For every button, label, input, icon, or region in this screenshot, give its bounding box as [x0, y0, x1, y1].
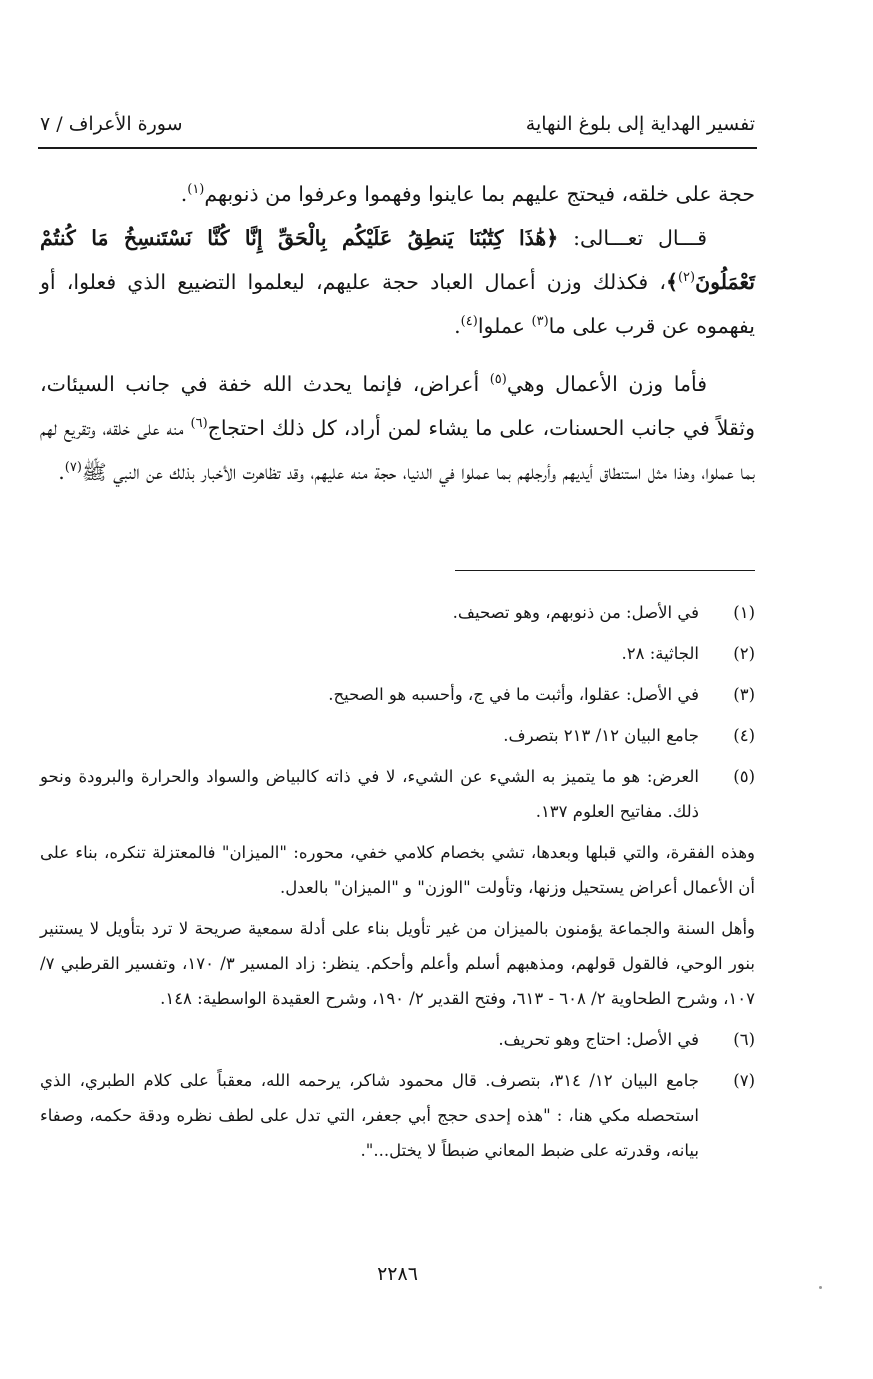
- footnote-text: جامع البيان ١٢/ ٣١٤، بتصرف. قال محمود شاكر، يرحمه الله، معقباً على كلام الطبري، الذي استحصله مكي هنا، : "هذه إحدى حجج أبي جعفر، التي تدل على لطف نظره ودقة حكمه، وصفاء بيانه، وقدرته على ضبط المعاني ضبطاً لا يختل...".: [40, 1071, 699, 1160]
- paragraph-3-end: .: [58, 460, 65, 484]
- footnote-ref-4: (٤): [460, 314, 478, 330]
- footnote-number: (١): [733, 603, 755, 622]
- footnote-number: (٢): [733, 644, 755, 663]
- footnote: [40, 677, 755, 712]
- footnote: [40, 1022, 755, 1057]
- footnote-text: في الأصل: عقلوا، وأثبت ما في ج، وأحسبه هو الصحيح.: [328, 685, 699, 704]
- footnote-continuation: وهذه الفقرة، والتي قبلها وبعدها، تشي بخصام كلامي خفي، محوره: "الميزان" فالمعتزلة تنكره، بناء على أن الأعمال أعراض يستحيل وزنها، وتأولت "الوزن" و "الميزان" بالعدل.: [40, 843, 755, 897]
- footnote: [40, 718, 755, 753]
- footnote-ref-7: (٧): [64, 460, 82, 476]
- footnote-text: جامع البيان ١٢/ ٢١٣ بتصرف.: [503, 726, 699, 745]
- header-divider: [38, 147, 757, 149]
- footnote-text: في الأصل: من ذنوبهم، وهو تصحيف.: [452, 603, 699, 622]
- paragraph-1-text: حجة على خلقه، فيحتج عليهم بما عاينوا وفهموا وعرفوا من ذنوبهم: [204, 182, 755, 206]
- paragraph-3-text-c: منه على خلقه، وتقريع لهم بما عملوا، وهذا مثل استنطاق أيديهم وأرجلهم بما عملوا في الدنيا، حجة منه عليهم، وقد تظاهرت الأخبار بذلك عن النبي ﷺ: [40, 416, 755, 484]
- paragraph-3: [40, 362, 755, 494]
- paragraph-2-intro: قـــال تعـــالى:: [558, 226, 707, 250]
- footnote: [40, 636, 755, 671]
- footnote-text: الجاثية: ٢٨.: [621, 644, 699, 663]
- paragraph-2-text-2: عملوا: [477, 314, 532, 338]
- footnote-text: العرض: هو ما يتميز به الشيء عن الشيء، لا في ذاته كالبياض والسواد والحرارة والبرودة ونحو ذلك. مفاتيح العلوم ١٣٧.: [40, 767, 699, 821]
- footnote-ref-1: (١): [187, 182, 205, 198]
- paragraph-3-text-a: فأما وزن الأعمال وهي: [506, 372, 707, 396]
- page-number: ٢٢٨٦: [377, 1263, 418, 1285]
- footnote-number: (٥): [733, 767, 755, 786]
- paragraph-2: [40, 216, 755, 348]
- footnote-ref-5: (٥): [489, 372, 507, 388]
- footnote-number: (٣): [733, 685, 755, 704]
- footnote: [40, 595, 755, 630]
- footnotes: [40, 595, 755, 1174]
- running-header-title: تفسير الهداية إلى بلوغ النهاية: [525, 113, 755, 135]
- footnote-ref-6: (٦): [190, 416, 208, 432]
- footnote-ref-3: (٣): [531, 314, 549, 330]
- paragraph-3-text-b: أعراض، فإنما يحدث الله خفة في جانب السيئات، وثقلاً في جانب الحسنات، على ما يشاء لمن أراد، كل ذلك احتجاج: [40, 372, 755, 440]
- footnote-number: (٧): [733, 1071, 755, 1090]
- main-text: [40, 172, 755, 494]
- footnote-ref-2: (٢): [677, 270, 696, 286]
- footnote-continuation: وأهل السنة والجماعة يؤمنون بالميزان من غير تأويل بناء على أدلة سمعية صريحة لا ترد بتأويل لا يستنير بنور الوحي، فالقول قولهم، ومذهبهم أسلم وأعلم وأحكم. ينظر: زاد المسير ٣/ ١٧٠، وتفسير القرطبي ٧/ ١٠٧، وشرح الطحاوية ٢/ ٦٠٨ - ٦١٣، وفتح القدير ٢/ ١٩٠، وشرح العقيدة الواسطية: ١٤٨.: [40, 919, 755, 1008]
- footnote: [40, 1063, 755, 1168]
- footnote-divider: [455, 570, 755, 571]
- paragraph-2-end: .: [454, 314, 461, 338]
- quran-bracket-close: ﴾: [665, 270, 678, 294]
- footnote-number: (٦): [733, 1030, 755, 1049]
- footnote: [40, 759, 755, 829]
- footnote-number: (٤): [733, 726, 755, 745]
- paragraph-1-end: .: [180, 182, 188, 206]
- footnote-text: في الأصل: احتاج وهو تحريف.: [498, 1030, 699, 1049]
- running-header-surah: سورة الأعراف / ٧: [40, 113, 183, 135]
- paragraph-2-text: ، فكذلك وزن أعمال العباد حجة عليهم، ليعلموا التضييع الذي فعلوا، أو يفهموه عن قرب على ما: [40, 270, 755, 338]
- scan-speck: [819, 1286, 822, 1289]
- paragraph-1: [40, 172, 755, 216]
- quran-verse: ﴿هَٰذَا كِتَٰبُنَا يَنطِقُ عَلَيْكُم بِالْحَقِّ إِنَّا كُنَّا نَسْتَنسِخُ مَا كُنتُمْ تَعْمَلُونَ: [40, 226, 755, 294]
